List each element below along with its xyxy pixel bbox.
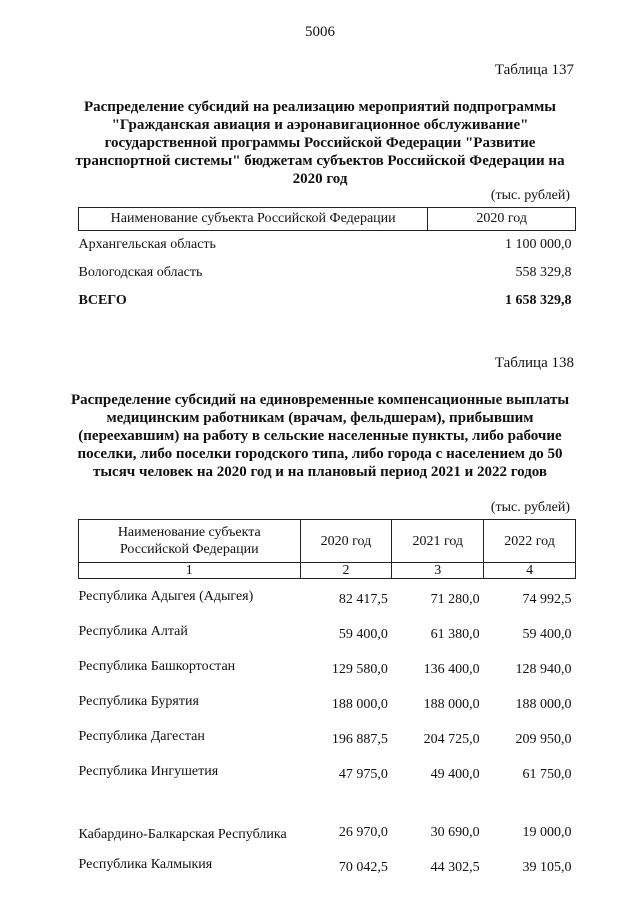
table-row bbox=[79, 789, 576, 847]
table-137-title: Распределение субсидий на реализацию мероприятий подпрограммы "Гражданская авиация и аэронавигационное обслуживание" государственной программы Российской Федерации "Развитие транспортной системы" бюджетам субъектов Российской Федерации на 2020 год bbox=[75, 99, 565, 187]
value-2021: 136 400,0 bbox=[423, 662, 480, 677]
value-2021: 49 400,0 bbox=[430, 767, 480, 782]
region-name: Кабардино-Балкарская Республика bbox=[78, 827, 287, 842]
value-2022: 59 400,0 bbox=[522, 627, 572, 642]
col-2022-header: 2022 год bbox=[484, 520, 576, 563]
region-name: Вологодская область bbox=[78, 265, 203, 280]
value-2021: 44 302,5 bbox=[430, 860, 480, 875]
value-2020: 1 100 000,0 bbox=[505, 237, 572, 252]
region-name: Республика Дагестан bbox=[78, 729, 205, 744]
table-138-label: Таблица 138 bbox=[494, 355, 574, 371]
value-2022: 74 992,5 bbox=[522, 592, 572, 607]
value-2021: 204 725,0 bbox=[423, 732, 480, 747]
table-row bbox=[79, 754, 576, 789]
value-2020: 59 400,0 bbox=[338, 627, 388, 642]
value-2020: 129 580,0 bbox=[331, 662, 388, 677]
table-header-row bbox=[79, 520, 576, 563]
col-index: 1 bbox=[79, 563, 301, 579]
value-2021: 61 380,0 bbox=[430, 627, 480, 642]
col-index: 4 bbox=[484, 563, 576, 579]
value-2021: 30 690,0 bbox=[430, 825, 480, 840]
table-137-units: (тыс. рублей) bbox=[490, 188, 570, 203]
col-2021-header: 2021 год bbox=[392, 520, 484, 563]
value-2022: 188 000,0 bbox=[515, 697, 572, 712]
table-row bbox=[79, 649, 576, 684]
value-2020: 26 970,0 bbox=[338, 825, 388, 840]
value-2022: 128 940,0 bbox=[515, 662, 572, 677]
page-number: 5006 bbox=[305, 24, 335, 40]
col-2020-header: 2020 год bbox=[300, 520, 392, 563]
region-name: Республика Бурятия bbox=[78, 694, 199, 709]
value-2020: 70 042,5 bbox=[338, 860, 388, 875]
col-name-header: Наименование субъекта Российской Федерации bbox=[79, 520, 301, 563]
table-row bbox=[79, 259, 576, 287]
value-2022: 39 105,0 bbox=[522, 860, 572, 875]
total-value-2020: 1 658 329,8 bbox=[505, 293, 572, 308]
value-2021: 188 000,0 bbox=[423, 697, 480, 712]
table-138-units: (тыс. рублей) bbox=[490, 500, 570, 515]
table-137-label: Таблица 137 bbox=[494, 62, 574, 78]
col-index: 2 bbox=[300, 563, 392, 579]
value-2020: 188 000,0 bbox=[331, 697, 388, 712]
col-2020-header: 2020 год bbox=[428, 208, 576, 231]
table-137 bbox=[78, 207, 576, 315]
table-138-title: Распределение субсидий на единовременные компенсационные выплаты медицинским работникам (врачам, фельдшерам), прибывшим (переехавшим) на работу в сельские населенные пункты, либо рабочие поселки, либо поселки городского типа, либо города с населением до 50 тысяч человек на 2020 год и на плановый период 2021 и 2022 годов bbox=[70, 392, 570, 480]
col-name-header: Наименование субъекта Российской Федерации bbox=[79, 208, 428, 231]
value-2020: 558 329,8 bbox=[515, 265, 572, 280]
value-2020: 82 417,5 bbox=[338, 592, 388, 607]
region-name: Архангельская область bbox=[78, 237, 216, 252]
total-row bbox=[79, 287, 576, 315]
value-2021: 71 280,0 bbox=[430, 592, 480, 607]
region-name: Республика Калмыкия bbox=[78, 857, 213, 872]
value-2022: 19 000,0 bbox=[522, 825, 572, 840]
region-name: Республика Адыгея (Адыгея) bbox=[78, 589, 254, 604]
table-row bbox=[79, 847, 576, 882]
region-name: Республика Алтай bbox=[78, 624, 188, 639]
total-label: ВСЕГО bbox=[78, 293, 127, 308]
region-name: Республика Ингушетия bbox=[78, 764, 219, 779]
table-row bbox=[79, 719, 576, 754]
table-row bbox=[79, 579, 576, 615]
table-row bbox=[79, 614, 576, 649]
region-name: Республика Башкортостан bbox=[78, 659, 236, 674]
value-2022: 61 750,0 bbox=[522, 767, 572, 782]
table-row bbox=[79, 231, 576, 260]
value-2020: 47 975,0 bbox=[338, 767, 388, 782]
table-138 bbox=[78, 519, 576, 882]
col-index: 3 bbox=[392, 563, 484, 579]
value-2022: 209 950,0 bbox=[515, 732, 572, 747]
table-row bbox=[79, 684, 576, 719]
value-2020: 196 887,5 bbox=[331, 732, 388, 747]
table-header-row bbox=[79, 208, 576, 231]
column-index-row bbox=[79, 563, 576, 579]
